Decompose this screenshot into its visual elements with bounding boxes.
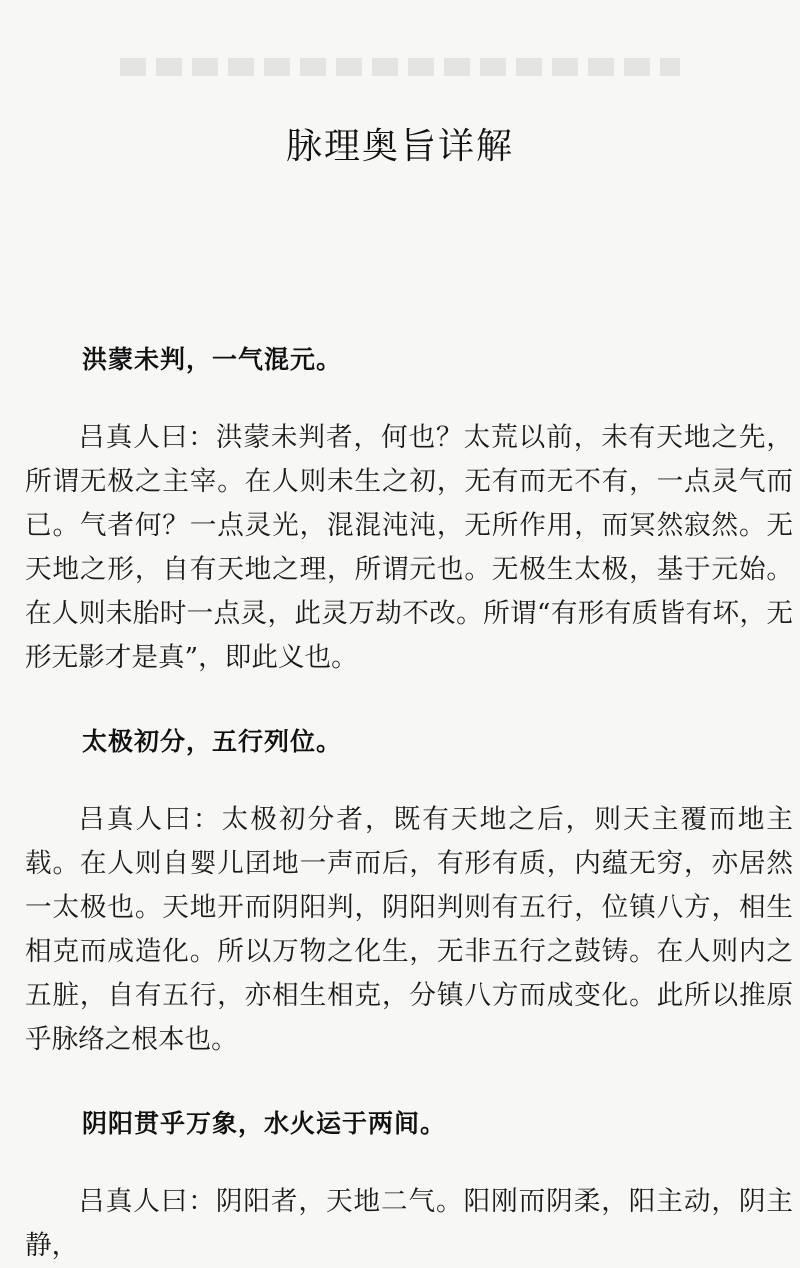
section-heading-3: 阴阳贯乎万象，水火运于两间。 [82,1109,447,1138]
section-heading-1: 洪蒙未判，一气混元。 [82,345,343,374]
section-body-2: 吕真人曰：太极初分者，既有天地之后，则天主覆而地主载。在人则自婴儿囝地一声而后，有形有质，内蕴无穷，亦居然一太极也。天地开而阴阳判，阴阳判则有五行，位镇八方，相生相克而成造化。所以万物之化生，无非五行之鼓铸。在人则内之五脏，自有五行，亦相生相克，分镇八方而成变化。此所以推原乎脉络之根本也。 [25,804,793,1055]
bleed-through-text [120,58,680,76]
section-body-3: 吕真人曰：阴阳者，天地二气。阳刚而阴柔，阳主动，阴主静， [25,1186,793,1261]
section-heading-2: 太极初分，五行列位。 [82,727,343,756]
section-body-1: 吕真人曰：洪蒙未判者，何也？太荒以前，未有天地之先，所谓无极之主宰。在人则未生之初，无有而无不有，一点灵气而已。气者何？一点灵光，混混沌沌，无所作用，而冥然寂然。无天地之形，自有天地之理，所谓元也。无极生太极，基于元始。在人则未胎时一点灵，此灵万劫不改。所谓“有形有质皆有坏，无形无影才是真”，即此义也。 [25,422,793,673]
page-title: 脉理奥旨详解 [285,126,514,167]
